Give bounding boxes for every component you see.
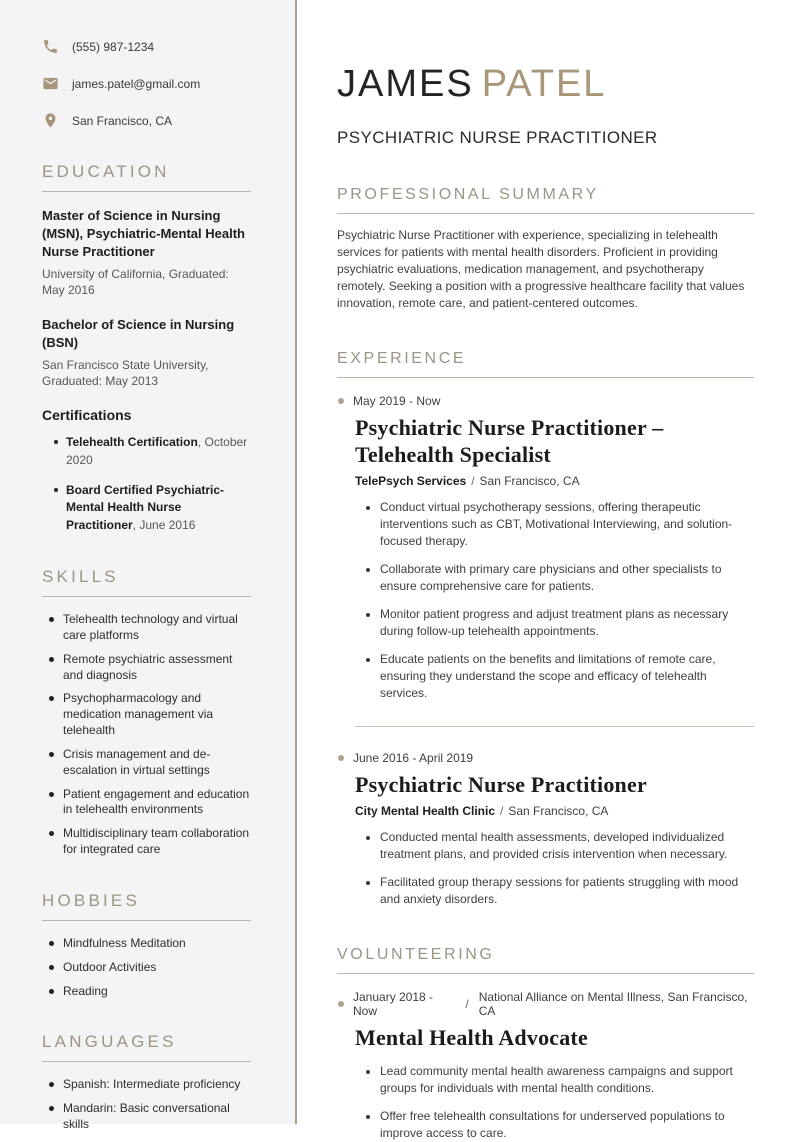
- job-bullet: Conduct virtual psychotherapy sessions, offering therapeutic interventions such as CBT, Motivational Interviewing, and solution-focused therapy.: [363, 499, 754, 550]
- job-entry: [337, 751, 754, 908]
- skill-item: Psychopharmacology and medication management via telehealth: [42, 691, 251, 738]
- company-location: San Francisco, CA: [508, 803, 609, 818]
- volunteer-org: National Alliance on Mental Illness, San Francisco, CA: [478, 989, 748, 1018]
- job-entry: [337, 394, 754, 702]
- location-text: San Francisco, CA: [72, 113, 173, 128]
- skills-heading: SKILLS: [42, 567, 251, 597]
- volunteering-heading: VOLUNTEERING: [337, 946, 754, 974]
- phone-number: (555) 987-1234: [72, 39, 155, 54]
- email-address: james.patel@gmail.com: [72, 76, 201, 91]
- job-bullet: Collaborate with primary care physicians and other specialists to ensure comprehensive care for patients.: [363, 561, 754, 595]
- volunteer-bullet: Lead community mental health awareness campaigns and support groups for individuals with mental health conditions.: [363, 1063, 754, 1097]
- language-item: Mandarin: Basic conversational skills: [42, 1101, 251, 1133]
- education-heading: EDUCATION: [42, 162, 251, 192]
- job-company-row: City Mental Health Clinic / San Francisco, CA: [355, 803, 609, 818]
- summary-text: Psychiatric Nurse Practitioner with experience, specializing in telehealth services for patients with mental health disorders. Proficient in providing psychiatric evaluations, medication management, and psychotherapy remotely. Seeking a position with a progressive healthcare facility that values innovation, remote care, and patient-centered outcomes.: [337, 227, 745, 310]
- bullet-dot-icon: [338, 755, 344, 761]
- last-name: PATEL: [481, 63, 607, 105]
- hobby-item: Outdoor Activities: [42, 960, 251, 976]
- job-dates: June 2016 - April 2019: [353, 750, 474, 765]
- skills-section: [42, 567, 251, 858]
- hobby-item: Mindfulness Meditation: [42, 936, 251, 952]
- experience-section: [337, 350, 754, 908]
- degree-title: Master of Science in Nursing (MSN), Psychiatric-Mental Health Nurse Practitioner: [42, 208, 245, 260]
- job-date-row: [338, 394, 754, 408]
- skills-list: [42, 612, 251, 858]
- job-company-row: TelePsych Services / San Francisco, CA: [355, 473, 580, 488]
- skill-item: Telehealth technology and virtual care platforms: [42, 612, 251, 644]
- job-bullet: Educate patients on the benefits and limitations of remote care, ensuring they understand the scope and efficacy of telehealth services.: [363, 651, 754, 702]
- main-column: [297, 0, 800, 1140]
- bullet-dot-icon: [338, 398, 344, 404]
- degree-details: San Francisco State University, Graduated: May 2013: [42, 357, 209, 389]
- certifications-list: [42, 434, 251, 534]
- certifications-heading: Certifications: [42, 407, 132, 424]
- volunteer-dates: January 2018 - Now: [353, 989, 434, 1018]
- sidebar: [0, 0, 297, 1131]
- languages-heading: LANGUAGES: [42, 1032, 251, 1062]
- contact-location: [42, 112, 251, 129]
- first-name: JAMES: [337, 63, 474, 105]
- summary-heading: PROFESSIONAL SUMMARY: [337, 186, 754, 214]
- job-date-row: [338, 751, 754, 765]
- volunteer-entry: [337, 990, 754, 1142]
- education-entry: [42, 316, 251, 390]
- volunteer-bullet: Offer free telehealth consultations for underserved populations to improve access to care.: [363, 1108, 754, 1142]
- person-name: [337, 64, 754, 106]
- job-title: Psychiatric Nurse Practitioner – Telehealth Specialist: [355, 414, 664, 467]
- job-title: Psychiatric Nurse Practitioner: [355, 771, 647, 797]
- job-bullet: Facilitated group therapy sessions for patients struggling with mood and anxiety disorders.: [363, 874, 754, 908]
- skill-item: Remote psychiatric assessment and diagnosis: [42, 652, 251, 684]
- degree-title: Bachelor of Science in Nursing (BSN): [42, 317, 235, 351]
- job-bullet: Conducted mental health assessments, developed individualized treatment plans, and provided crisis intervention when necessary.: [363, 829, 754, 863]
- person-headline: PSYCHIATRIC NURSE PRACTITIONER: [337, 127, 658, 147]
- job-bullet-list: [363, 829, 754, 908]
- certification-item: Board Certified Psychiatric-Mental Health Nurse Practitioner, June 2016: [42, 482, 251, 534]
- certification-item: Telehealth Certification, October 2020: [42, 434, 251, 469]
- degree-details: University of California, Graduated: May 2016: [42, 266, 229, 298]
- skill-item: Multidisciplinary team collaboration for integrated care: [42, 826, 251, 858]
- languages-section: [42, 1032, 251, 1132]
- job-bullet-list: [363, 499, 754, 702]
- volunteer-date-row: January 2018 - Now / National Alliance on Mental Illness, San Francisco, CA: [338, 990, 754, 1018]
- hobbies-list: [42, 936, 251, 999]
- bullet-dot-icon: [338, 1001, 344, 1007]
- job-bullet: Monitor patient progress and adjust treatment plans as necessary during follow-up telehealth appointments.: [363, 606, 754, 640]
- skill-item: Crisis management and de-escalation in virtual settings: [42, 747, 251, 779]
- company-name: TelePsych Services: [355, 473, 467, 488]
- company-name: City Mental Health Clinic: [355, 803, 496, 818]
- summary-section: [337, 186, 754, 312]
- hobbies-section: [42, 891, 251, 999]
- languages-list: [42, 1077, 251, 1132]
- volunteer-title: Mental Health Advocate: [355, 1024, 588, 1050]
- contact-phone: [42, 38, 251, 55]
- education-section: [42, 162, 251, 534]
- phone-icon: [42, 38, 59, 55]
- education-entry: [42, 207, 251, 299]
- entry-divider: [355, 726, 754, 727]
- volunteering-section: [337, 946, 754, 1142]
- job-dates: May 2019 - Now: [353, 393, 441, 408]
- contact-email: [42, 75, 251, 92]
- hobbies-heading: HOBBIES: [42, 891, 251, 921]
- hobby-item: Reading: [42, 984, 251, 1000]
- location-icon: [42, 112, 59, 129]
- experience-heading: EXPERIENCE: [337, 350, 754, 378]
- email-icon: [42, 75, 59, 92]
- language-item: Spanish: Intermediate proficiency: [42, 1077, 251, 1093]
- company-location: San Francisco, CA: [479, 473, 580, 488]
- skill-item: Patient engagement and education in telehealth environments: [42, 787, 251, 819]
- volunteer-bullet-list: [363, 1063, 754, 1142]
